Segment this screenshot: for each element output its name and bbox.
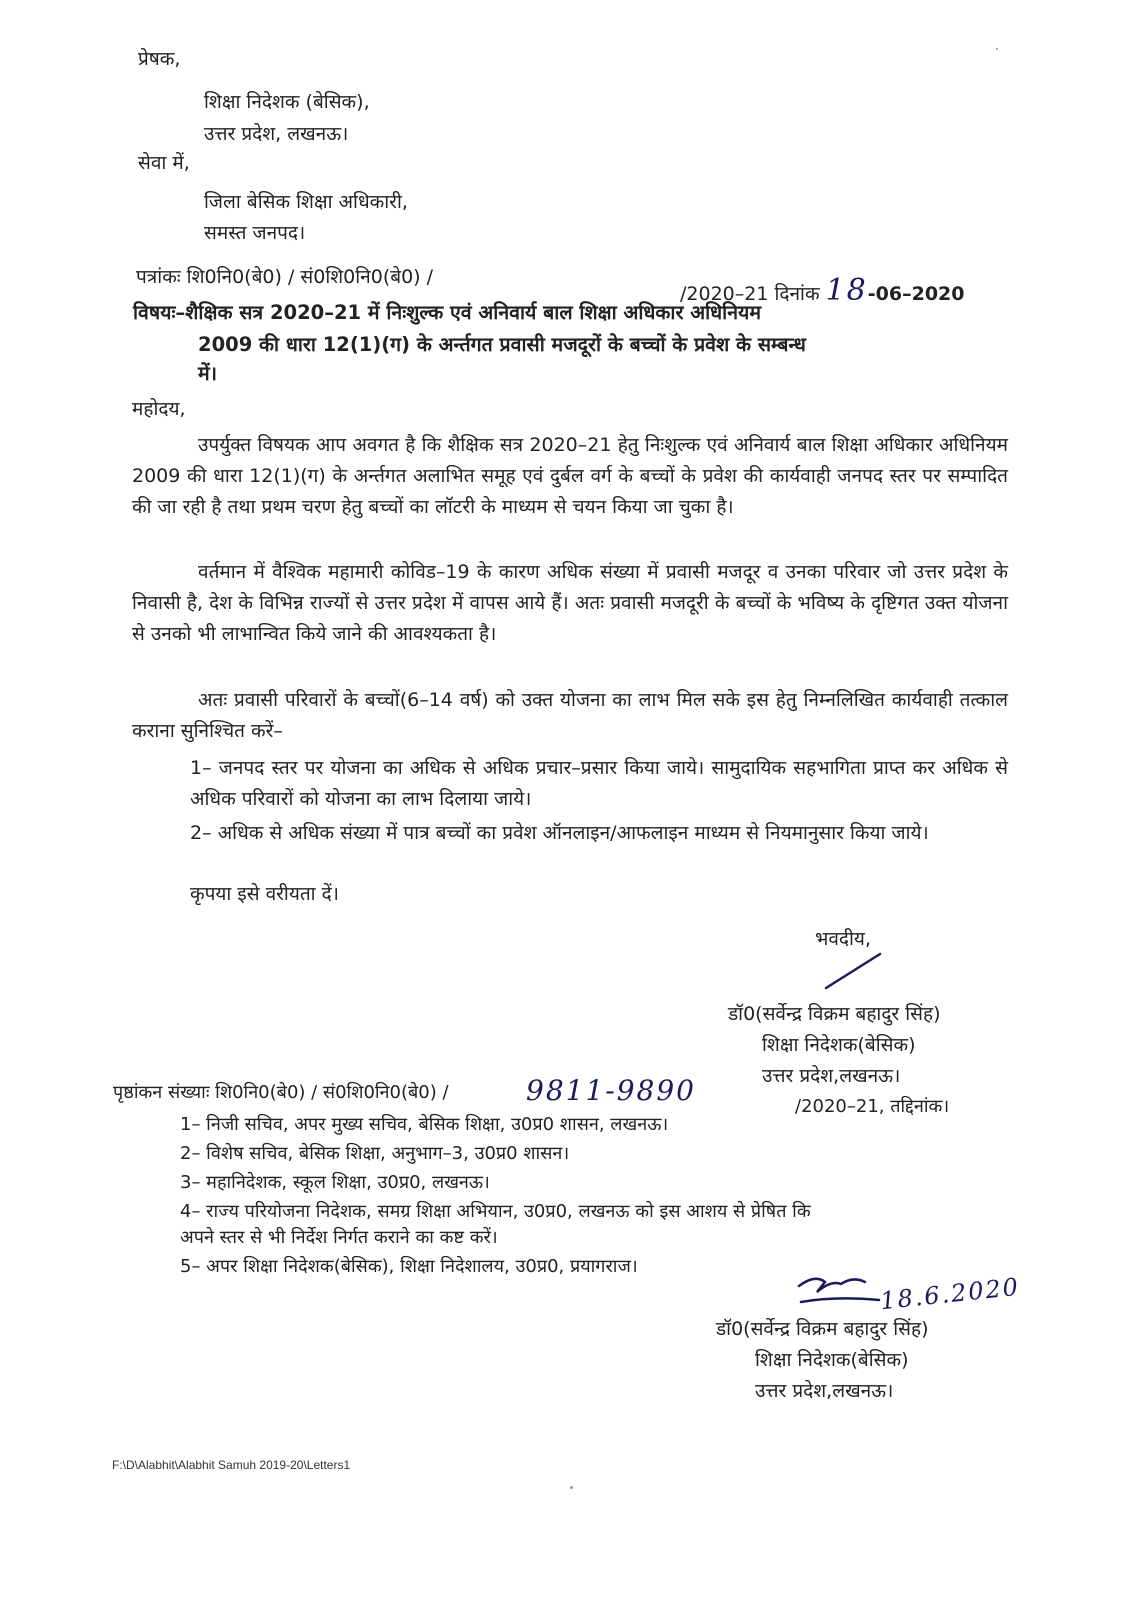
recipient-label: सेवा में,: [138, 152, 190, 174]
signature-initials: [795, 1272, 885, 1310]
date-month-year: -06–2020: [867, 283, 965, 305]
endorsement-item-continuation: अपने स्तर से भी निर्देश निर्गत कराने का कष्ट करें।: [180, 1227, 498, 1248]
signatory-name-2: डॉ0(सर्वेन्द्र विक्रम बहादुर सिंह): [716, 1318, 929, 1340]
recipient-location: समस्त जनपद।: [204, 222, 306, 244]
paragraph-1: उपर्युक्त विषयक आप अवगत है कि शैक्षिक सत्र 2020–21 हेतु निःशुल्क एवं अनिवार्य बाल शिक्षा अधिकार अधिनियम 2009 की धारा 12(1)(ग) के अर्न्तगत अलाभित समूह एवं दुर्बल वर्ग के बच्चों के प्रवेश की कार्यवाही जनपद स्तर पर सम्पादित की जा रही है तथा प्रथम चरण हेतु बच्चों का लॉटरी के माध्यम से चयन किया जा चुका है।: [132, 434, 1008, 518]
signatory-name-1: डॉ0(सर्वेन्द्र विक्रम बहादुर सिंह): [728, 1003, 941, 1025]
endorsement-number-label: पृष्ठांकन संख्याः शि0नि0(बे0) / सं0शि0नि0(बे0) /: [113, 1082, 449, 1103]
subject-line-2: 2009 की धारा 12(1)(ग) के अर्न्तगत प्रवासी मजदूरों के बच्चों के प्रवेश के सम्बन्ध: [198, 333, 806, 356]
handwritten-date-day: 18: [825, 273, 868, 308]
endorsement-item: 1– निजी सचिव, अपर मुख्य सचिव, बेसिक शिक्षा, उ0प्र0 शासन, लखनऊ।: [180, 1114, 669, 1135]
endorsement-item: 3– महानिदेशक, स्कूल शिक्षा, उ0प्र0, लखनऊ।: [180, 1172, 490, 1193]
salutation: महोदय,: [132, 398, 186, 420]
subject-line-3: में।: [198, 362, 218, 385]
signature-stroke-1: [822, 950, 884, 992]
subject-line-1: विषयः–शैक्षिक सत्र 2020–21 में निःशुल्क एवं अनिवार्य बाल शिक्षा अधिकार अधिनियम: [133, 301, 762, 324]
action-item-2: 2– अधिक से अधिक संख्या में पात्र बच्चों का प्रवेश ऑनलाइन/आफलाइन माध्यम से नियमानुसार किया जाये।: [190, 822, 929, 844]
reference-number: पत्रांकः शि0नि0(बे0) / सं0शि0नि0(बे0) /: [136, 266, 434, 288]
endorsement-item: 2– विशेष सचिव, बेसिक शिक्षा, अनुभाग–3, उ0प्र0 शासन।: [180, 1143, 570, 1164]
signatory-designation-1: शिक्षा निदेशक(बेसिक): [762, 1034, 916, 1056]
endorsement-item: 5– अपर शिक्षा निदेशक(बेसिक), शिक्षा निदेशालय, उ0प्र0, प्रयागराज।: [180, 1256, 638, 1277]
sender-designation: शिक्षा निदेशक (बेसिक),: [204, 91, 370, 113]
paragraph-2: वर्तमान में वैश्विक महामारी कोविड–19 के कारण अधिक संख्या में प्रवासी मजदूर व उनका परिवार जो उत्तर प्रदेश के निवासी है, देश के विभिन्न राज्यों से उत्तर प्रदेश में वापस आये हैं। अतः प्रवासी मजदूरी के बच्चों के भविष्य के दृष्टिगत उक्त योजना से उनको भी लाभान्वित किये जाने की आवश्यकता है।: [132, 561, 1008, 645]
sender-location: उत्तर प्रदेश, लखनऊ।: [204, 123, 349, 145]
paragraph-3: अतः प्रवासी परिवारों के बच्चों(6–14 वर्ष) को उक्त योजना का लाभ मिल सके इस हेतु निम्नलिखित कार्यवाही तत्काल कराना सुनिश्चित करें–: [132, 689, 1008, 742]
bhavdiya: भवदीय,: [815, 928, 871, 950]
signatory-place-2: उत्तर प्रदेश,लखनऊ।: [755, 1380, 894, 1402]
endorsement-date: /2020–21, तद्दिनांक।: [795, 1096, 950, 1117]
signatory-place-1: उत्तर प्रदेश,लखनऊ।: [762, 1065, 901, 1087]
signatory-designation-2: शिक्षा निदेशक(बेसिक): [755, 1349, 909, 1371]
session-label: /2020–21 दिनांक: [680, 283, 820, 305]
closing-request: कृपया इसे वरीयता दें।: [190, 883, 339, 905]
signature-handwritten-date: 18.6.2020: [878, 1272, 1022, 1316]
sender-label: प्रेषक,: [138, 48, 181, 70]
scan-speck: [996, 48, 998, 50]
recipient-designation: जिला बेसिक शिक्षा अधिकारी,: [204, 191, 408, 213]
action-item-1: 1– जनपद स्तर पर योजना का अधिक से अधिक प्रचार–प्रसार किया जाये। सामुदायिक सहभागिता प्राप्त कर अधिक से अधिक परिवारों को योजना का लाभ दिलाया जाये।: [190, 757, 1008, 810]
endorsement-number-handwritten: 9811-9890: [526, 1074, 696, 1107]
file-path: F:\D\Alabhit\Alabhit Samuh 2019-20\Letters1: [112, 1458, 351, 1472]
scan-speck: [570, 1486, 573, 1489]
endorsement-item: 4– राज्य परियोजना निदेशक, समग्र शिक्षा अभियान, उ0प्र0, लखनऊ को इस आशय से प्रेषित कि: [180, 1201, 811, 1222]
